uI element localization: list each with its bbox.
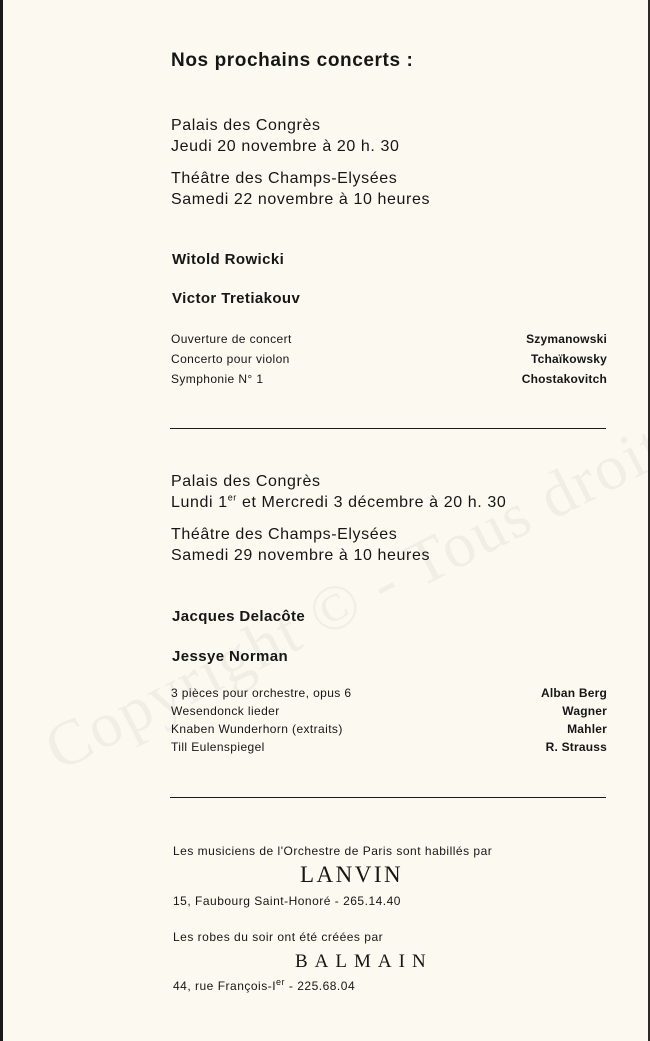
- concert1-schedule-b: [171, 168, 430, 210]
- program-composer: Szymanowski: [526, 332, 607, 346]
- program-work: Concerto pour violon: [171, 352, 290, 366]
- concert1-venue1: Palais des Congrès: [171, 117, 321, 134]
- program-row: [171, 349, 607, 369]
- program-row: [171, 738, 607, 756]
- concert2-schedule-a: [171, 471, 506, 513]
- concert2-conductor: Jacques Delacôte: [172, 608, 306, 625]
- page-heading: Nos prochains concerts :: [171, 50, 414, 71]
- concert2-date2: Samedi 29 novembre à 10 heures: [171, 547, 431, 564]
- program-work: Ouverture de concert: [171, 332, 292, 346]
- program-row: [171, 369, 607, 389]
- program-row: [171, 720, 607, 738]
- program-row: [171, 329, 607, 349]
- concert1-schedule-a: [171, 115, 400, 157]
- program-composer: Chostakovitch: [521, 372, 607, 386]
- program-work: Wesendonck lieder: [171, 704, 280, 718]
- concert2-date1: [171, 492, 506, 513]
- section-divider: [170, 428, 606, 429]
- section-divider: [170, 797, 606, 798]
- concert1-venue2: Théâtre des Champs-Elysées: [171, 170, 398, 187]
- program-work: Symphonie N° 1: [171, 372, 264, 386]
- concert1-conductor: Witold Rowicki: [172, 251, 285, 268]
- program-work: Till Eulenspiegel: [171, 740, 265, 754]
- balmain-address-sup: er: [276, 977, 286, 987]
- program-row: [171, 702, 607, 720]
- program-row: [171, 684, 607, 702]
- program-composer: R. Strauss: [545, 740, 607, 754]
- balmain-logo: BALMAIN: [295, 951, 433, 972]
- program-work: Knaben Wunderhorn (extraits): [171, 722, 343, 736]
- concert2-schedule-b: [171, 524, 430, 566]
- balmain-address: [173, 979, 355, 993]
- concert1-soloist: Victor Tretiakouv: [172, 290, 301, 307]
- concert1-date2: Samedi 22 novembre à 10 heures: [171, 191, 431, 208]
- program-work: 3 pièces pour orchestre, opus 6: [171, 686, 352, 700]
- program-composer: Mahler: [567, 722, 607, 736]
- lanvin-address: 15, Faubourg Saint-Honoré - 265.14.40: [173, 894, 401, 908]
- concert2-date1-post: et Mercredi 3 décembre à 20 h. 30: [236, 494, 507, 511]
- program-composer: Wagner: [562, 704, 607, 718]
- concert2-venue1: Palais des Congrès: [171, 473, 321, 490]
- concert2-program: [171, 684, 607, 756]
- concert2-venue2: Théâtre des Champs-Elysées: [171, 526, 398, 543]
- concert2-soloist: Jessye Norman: [172, 648, 289, 665]
- concert1-program: [171, 329, 607, 389]
- concert2-date1-pre: Lundi 1: [171, 494, 228, 511]
- lanvin-intro: Les musiciens de l'Orchestre de Paris sont habillés par: [173, 844, 493, 858]
- balmain-address-pre: 44, rue François-I: [173, 979, 277, 993]
- program-composer: Alban Berg: [540, 686, 607, 700]
- program-composer: Tchaïkowsky: [530, 352, 607, 366]
- balmain-address-post: - 225.68.04: [285, 979, 356, 993]
- lanvin-logo: LANVIN: [300, 862, 404, 887]
- concert1-date1: Jeudi 20 novembre à 20 h. 30: [171, 138, 400, 155]
- concert2-date1-sup: er: [227, 492, 237, 503]
- balmain-intro: Les robes du soir ont été créées par: [173, 930, 384, 944]
